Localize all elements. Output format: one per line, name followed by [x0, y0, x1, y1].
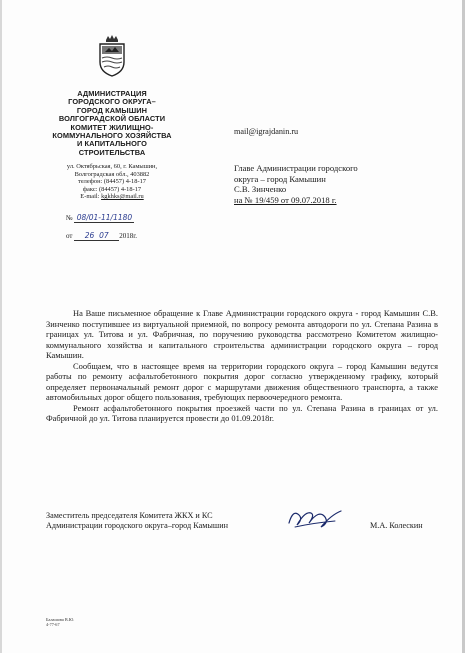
- recipient-email: mail@igrajdanin.ru: [234, 127, 299, 136]
- scan-left-edge: [0, 0, 2, 653]
- position-line: Администрации городского округа–город Камышин: [46, 521, 228, 531]
- org-line: АДМИНИСТРАЦИЯ: [77, 89, 147, 98]
- org-line: КОМИТЕТ ЖИЛИЩНО-: [70, 122, 154, 132]
- organization-address: [48, 163, 176, 201]
- signatory-position: [46, 511, 228, 532]
- phone-line: телефон: (84457) 4-18-17: [78, 178, 146, 186]
- org-line: КОММУНАЛЬНОГО ХОЗЯЙСТВА: [52, 131, 172, 141]
- reg-date-month: 07: [99, 231, 109, 240]
- position-line: Заместитель председателя Комитета ЖКХ и КС: [46, 511, 213, 520]
- outgoing-number: [66, 213, 134, 223]
- recipient-line: Главе Администрации городского: [234, 163, 358, 173]
- body-paragraph: Сообщаем, что в настоящее время на территории городского округа – город Камышин ведутся работы по ремонту асфальтобетонного покрытия дорог согласно утвержденному графику, который определяет первоначальный ремонт дорог с маршрутами движения общественного транспорта, а также автомобильных дорог общего пользования, требующих первоочередного ремонта.: [46, 360, 438, 402]
- org-line: ГОРОДСКОГО ОКРУГА–: [68, 97, 156, 107]
- org-line: И КАПИТАЛЬНОГО: [76, 139, 148, 149]
- reg-number-prefix: №: [66, 214, 73, 222]
- executor-name: Балашова В.Ю.: [46, 617, 75, 622]
- signatory-name: М.А. Колескин: [370, 521, 423, 530]
- org-line: СТРОИТЕЛЬСТВА: [78, 147, 146, 157]
- organization-name: [48, 90, 176, 157]
- executor-info: [46, 617, 74, 627]
- outgoing-date: [66, 231, 137, 241]
- reg-date-prefix: от: [66, 232, 73, 240]
- reg-number-value: 08/01-11/1180: [74, 213, 134, 223]
- executor-phone: 4-77-67: [46, 622, 60, 627]
- coat-of-arms-icon: [97, 34, 127, 78]
- email-label: E-mail:: [80, 193, 102, 201]
- org-line: ВОЛГОГРАДСКОЙ ОБЛАСТИ: [58, 114, 166, 124]
- org-line: ГОРОД КАМЫШИН: [76, 105, 148, 115]
- fax-line: факс: (84457) 4-18-17: [82, 185, 142, 193]
- recipient-line: С.В. Зинченко: [234, 184, 287, 195]
- reg-date-year: 2018г.: [119, 232, 138, 240]
- letter-body: [46, 308, 438, 424]
- reg-date-day: 26: [84, 231, 95, 240]
- address-line: Волгоградская обл., 403882: [74, 170, 150, 178]
- recipient-block: [234, 163, 358, 205]
- recipient-line: округа – город Камышин: [234, 173, 326, 184]
- email-line: [48, 193, 176, 201]
- address-line: ул. Октябрьская, 60, г. Камышин,: [66, 163, 158, 170]
- reference-number: на № 19/459 от 09.07.2018 г.: [234, 194, 337, 205]
- email-link[interactable]: kgkhks@mail.ru: [101, 193, 144, 201]
- body-paragraph: Ремонт асфальтобетонного покрытия проезжей части по ул. Степана Разина в границах от ул. Фабричной до ул. Титова планируется провести до 01.09.2018г.: [46, 402, 438, 423]
- handwritten-signature-icon: [285, 503, 347, 535]
- reg-date-day-month: [74, 231, 119, 241]
- body-paragraph: На Ваше письменное обращение к Главе Администрации городского округа - город Камышин С.В. Зинченко поступившее из виртуальной приемной, по вопросу ремонта автодороги по ул. Степана Разина в границах ул. Титова и ул. Фабричная, по поручению руководства рассмотрено Комитетом жилищно-коммунального хозяйства и капитального строительства администрации городского округа – город Камышин.: [46, 308, 438, 360]
